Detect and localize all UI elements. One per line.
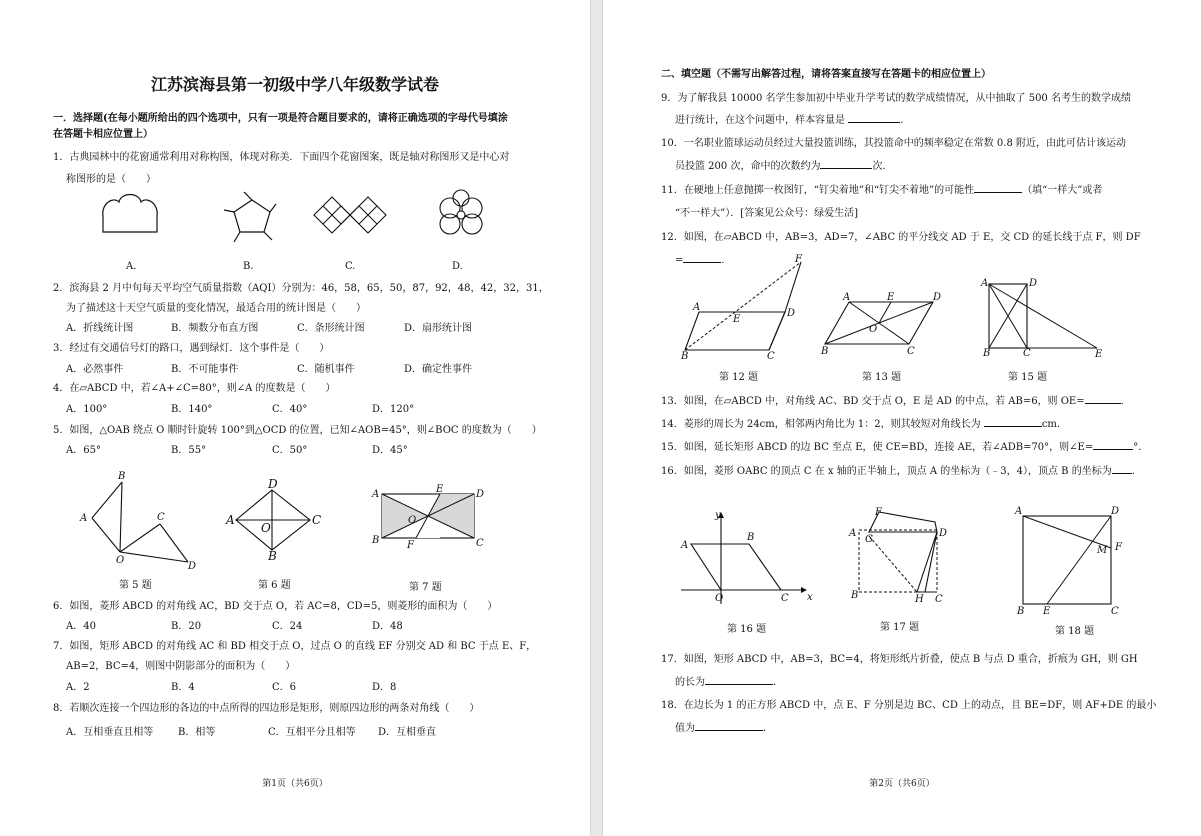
svg-text:C: C [312, 513, 322, 527]
q7-text: 7．如图，矩形 ABCD 的对角线 AC 和 BD 相交于点 O，过点 O 的直线 EF 分别交 AD 和 BC 于点 E、F， [53, 641, 537, 652]
q3-option-d: D．确定性事件 [404, 364, 473, 375]
page-1-footer: 第1页（共6页） [262, 779, 328, 789]
q16-answer-blank[interactable] [1112, 473, 1132, 474]
svg-text:A: A [693, 302, 701, 313]
svg-text:G: G [865, 534, 873, 545]
svg-text:C: C [907, 346, 915, 357]
q4-option-b: B．140° [171, 404, 213, 415]
svg-text:O: O [715, 593, 724, 604]
svg-text:A: A [226, 513, 235, 527]
q6-option-b: B．20 [171, 621, 202, 632]
svg-text:D: D [787, 308, 796, 319]
q18-answer-blank[interactable] [695, 730, 763, 731]
q4-option-a: A．100° [66, 404, 108, 415]
svg-text:A: A [681, 540, 689, 551]
q3-option-b: B．不可能事件 [171, 364, 239, 375]
svg-text:D: D [188, 561, 197, 572]
svg-text:y: y [715, 510, 721, 521]
svg-text:A: A [981, 278, 989, 289]
q1-text: 1．古典园林中的花窗通常利用对称构图，体现对称美．下面四个花窗图案，既是轴对称图形又是中心对 [53, 152, 510, 163]
svg-text:C: C [767, 351, 775, 362]
svg-text:M: M [1097, 545, 1108, 556]
q16-label: 16．如图，菱形 OABC 的顶点 C 在 x 轴的正半轴上，顶点 A 的坐标为（﹣3，4），顶点 B 的坐标为 [661, 466, 1112, 477]
q1-option-c: C. [345, 261, 356, 272]
q8-option-d: D．互相垂直 [378, 727, 437, 738]
svg-text:B: B [118, 471, 126, 482]
q1-figure-c [312, 193, 388, 237]
svg-text:O: O [408, 515, 417, 526]
svg-text:C: C [1023, 348, 1031, 359]
q12-text-cont: = . [675, 255, 725, 266]
q2-option-c: C．条形统计图 [297, 323, 365, 334]
svg-text:D: D [476, 489, 485, 500]
q14-text [661, 418, 1060, 431]
svg-text:H: H [915, 594, 924, 605]
q3-option-c: C．随机事件 [297, 364, 355, 375]
q1-figure-b [222, 190, 282, 245]
q3-text: 3．经过有交通信号灯的路口，遇到绿灯．这个事件是（ ） [53, 343, 330, 354]
q16-text: 16．如图，菱形 OABC 的顶点 C 在 x 轴的正半轴上，顶点 A 的坐标为（﹣3，4），顶点 B 的坐标为 . [661, 466, 1135, 477]
q7-option-d: D．8 [372, 682, 397, 693]
svg-text:x: x [807, 592, 813, 603]
figure-q7 [368, 486, 488, 552]
q12-label: = [675, 255, 684, 266]
page-2 [603, 0, 1201, 836]
q13-label: 13．如图，在▱ABCD 中，对角线 AC、BD 交于点 O，E 是 AD 的中点，若 AB=6，则 OE= [661, 396, 1085, 407]
q2-text-cont: 为了描述这十天空气质量的变化情况，最适合用的统计图是（ ） [66, 303, 366, 314]
figure-q13-caption: 第 13 题 [862, 372, 902, 383]
figure-q6 [224, 477, 324, 563]
section-2-heading: 二、填空题（不需写出解答过程，请将答案直接写在答题卡的相应位置上） [661, 69, 991, 80]
svg-text:C: C [935, 594, 943, 605]
svg-text:B: B [681, 351, 689, 362]
page-1 [0, 0, 590, 836]
q18-label: 值为 [675, 723, 695, 734]
q5-option-a: A．65° [66, 445, 101, 456]
q11-text [661, 184, 1102, 197]
svg-text:A: A [80, 513, 88, 524]
q15-unit: °． [1133, 442, 1149, 453]
q4-option-d: D．120° [372, 404, 415, 415]
svg-text:B: B [821, 346, 829, 357]
svg-text:O: O [116, 555, 125, 566]
q2-option-d: D．扇形统计图 [404, 323, 473, 334]
exam-title: 江苏滨海县第一初级中学八年级数学试卷 [150, 75, 439, 94]
svg-text:A: A [372, 489, 380, 500]
q4-option-c: C．40° [272, 404, 308, 415]
q1-text-cont: 称图形的是（ ） [66, 174, 156, 185]
q1-option-b: B. [243, 261, 254, 272]
q6-option-a: A．40 [66, 621, 96, 632]
svg-text:B: B [268, 549, 277, 563]
q15-label: 15．如图，延长矩形 ABCD 的边 BC 至点 E，使 CE=BD，连接 AE，若∠ADB=70°，则∠E= [661, 442, 1094, 453]
q6-text: 6．如图，菱形 ABCD 的对角线 AC，BD 交于点 O，若 AC=8，CD=5，则菱形的面积为（ ） [53, 601, 498, 612]
q8-option-c: C．互相平分且相等 [268, 727, 356, 738]
svg-text:B: B [1017, 606, 1025, 617]
figure-q16-caption: 第 16 题 [727, 624, 767, 635]
q13-text: 13．如图，在▱ABCD 中，对角线 AC、BD 交于点 O，E 是 AD 的中点，若 AB=6，则 OE= . [661, 396, 1124, 407]
figure-q12-caption: 第 12 题 [719, 372, 759, 383]
q1-figure-d [436, 190, 486, 240]
q7-text-cont: AB=2，BC=4，则图中阴影部分的面积为（ ） [66, 661, 296, 672]
q9-answer-blank[interactable] [848, 122, 900, 123]
q7-option-c: C．6 [272, 682, 297, 693]
figure-q15 [979, 276, 1109, 360]
svg-text:C: C [1111, 606, 1119, 617]
figure-q18-caption: 第 18 题 [1055, 626, 1095, 637]
q10-text-cont [675, 160, 892, 173]
svg-text:D: D [268, 477, 278, 491]
svg-text:E: E [733, 314, 741, 325]
q17-answer-blank[interactable] [705, 684, 773, 685]
q11-label: 11．在硬地上任意抛掷一枚图钉，“钉尖着地”和“钉尖不着地”的可能性 [661, 185, 975, 196]
svg-text:D: D [933, 292, 942, 303]
figure-q18 [1011, 506, 1131, 617]
figure-q6-caption: 第 6 题 [258, 580, 291, 591]
q9-text-cont: 进行统计，在这个问题中，样本容量是 . [675, 115, 904, 126]
q10-answer-blank[interactable] [820, 168, 872, 169]
q18-text-cont: 值为 . [675, 723, 767, 734]
svg-text:E: E [436, 484, 444, 495]
q5-text: 5．如图，△OAB 绕点 O 顺时针旋转 100°到△OCD 的位置，已知∠AOB=45°，则∠BOC 的度数为（ ） [53, 425, 542, 436]
q5-option-b: B．55° [171, 445, 207, 456]
svg-text:B: B [372, 535, 380, 546]
q2-text: 2．滨海县 2 月中旬每天平均空气质量指数（AQI）分别为：46，58，65，50，87，92，48，42，32，31， [53, 283, 549, 294]
figure-q15-caption: 第 15 题 [1008, 372, 1048, 383]
q2-option-b: B．频数分布直方图 [171, 323, 259, 334]
svg-text:F: F [407, 540, 414, 551]
svg-text:O: O [869, 324, 878, 335]
figure-q12 [677, 254, 817, 362]
q1-option-d: D. [452, 261, 463, 272]
q6-option-c: C．24 [272, 621, 303, 632]
svg-text:O: O [261, 521, 271, 535]
q10-suffix: 次． [872, 161, 893, 172]
q4-text: 4．在▱ABCD 中，若∠A+∠C=80°，则∠A 的度数是（ ） [53, 383, 336, 394]
figure-q16 [677, 508, 813, 608]
q12-text: 12．如图，在▱ABCD 中，AB=3，AD=7，∠ABC 的平分线交 AD 于 E，交 CD 的延长线于点 F，则 DF [661, 232, 1141, 243]
figure-q17-caption: 第 17 题 [880, 622, 920, 633]
svg-text:D: D [1111, 506, 1120, 517]
page-2-footer: 第2页（共6页） [869, 779, 935, 789]
q17-label: 的长为 [675, 677, 705, 688]
figure-q7-caption: 第 7 题 [409, 582, 442, 593]
q2-option-a: A．折线统计图 [66, 323, 134, 334]
svg-text:E: E [1095, 349, 1103, 360]
q1-figure-a [95, 190, 165, 240]
q11-answer-blank[interactable] [974, 192, 1022, 193]
q14-unit: cm. [1041, 419, 1061, 430]
q11-label-2: （填“一样大”或者 [1022, 185, 1103, 196]
svg-text:D: D [939, 528, 948, 539]
q10-label: 员投篮 200 次，命中的次数约为 [675, 161, 821, 172]
svg-text:E: E [887, 292, 895, 303]
q15-answer-blank[interactable] [1093, 449, 1133, 450]
svg-text:A: A [843, 292, 851, 303]
svg-text:B: B [983, 348, 991, 359]
q7-option-b: B．4 [171, 682, 195, 693]
q8-option-b: B．相等 [178, 727, 216, 738]
section-1-heading-cont: 在答题卡相应位置上） [53, 129, 153, 140]
q17-text-cont: 的长为 . [675, 677, 777, 688]
svg-text:B: B [851, 590, 859, 601]
q5-option-c: C．50° [272, 445, 308, 456]
q8-option-a: A．互相垂直且相等 [66, 727, 154, 738]
q13-answer-blank[interactable] [1085, 403, 1121, 404]
svg-text:A: A [849, 528, 857, 539]
svg-text:D: D [1029, 278, 1038, 289]
q1-option-a: A. [126, 261, 137, 272]
q9-text: 9．为了解我县 10000 名学生参加初中毕业升学考试的数学成绩情况，从中抽取了 500 名考生的数学成绩 [661, 93, 1131, 104]
svg-text:C: C [157, 512, 165, 523]
q10-text: 10．一名职业篮球运动员经过大量投篮训练，其投篮命中的频率稳定在常数 0.8 附近，由此可估计该运动 [661, 138, 1126, 149]
svg-text:F: F [1115, 542, 1122, 553]
q11-text-cont: “不一样大”）．[答案见公众号：绿爱生活] [675, 208, 859, 219]
svg-text:C: C [781, 593, 789, 604]
figure-q5 [78, 470, 203, 570]
q9-text-cont-label: 进行统计，在这个问题中，样本容量是 [675, 115, 845, 126]
q15-text [661, 441, 1148, 454]
q17-text: 17．如图，矩形 ABCD 中，AB=3，BC=4，将矩形纸片折叠，使点 B 与点 D 重合，折痕为 GH，则 GH [661, 654, 1138, 665]
svg-text:A: A [1015, 506, 1023, 517]
svg-text:F: F [795, 254, 802, 265]
page-gutter [590, 0, 603, 836]
q3-option-a: A．必然事件 [66, 364, 124, 375]
figure-q13 [821, 292, 946, 358]
svg-text:F: F [875, 507, 882, 518]
figure-q5-caption: 第 5 题 [119, 580, 152, 591]
svg-text:B: B [747, 532, 755, 543]
svg-text:C: C [476, 538, 484, 549]
q6-option-d: D．48 [372, 621, 403, 632]
figure-q17 [845, 506, 955, 606]
q14-answer-blank[interactable] [984, 426, 1042, 427]
q14-label: 14．菱形的周长为 24cm，相邻两内角比为 1：2，则其较短对角线长为 [661, 419, 981, 430]
q7-option-a: A．2 [66, 682, 90, 693]
q18-text: 18．在边长为 1 的正方形 ABCD 中，点 E、F 分别是边 BC、CD 上的动点，且 BE=DF，则 AF+DE 的最小 [661, 700, 1157, 711]
q5-option-d: D．45° [372, 445, 408, 456]
svg-text:E: E [1043, 606, 1051, 617]
q8-text: 8．若顺次连接一个四边形的各边的中点所得的四边形是矩形，则原四边形的两条对角线（ ） [53, 703, 480, 714]
section-1-heading: 一．选择题(在每小题所给出的四个选项中，只有一项是符合题目要求的，请将正确选项的字母代号填涂 [53, 113, 508, 124]
